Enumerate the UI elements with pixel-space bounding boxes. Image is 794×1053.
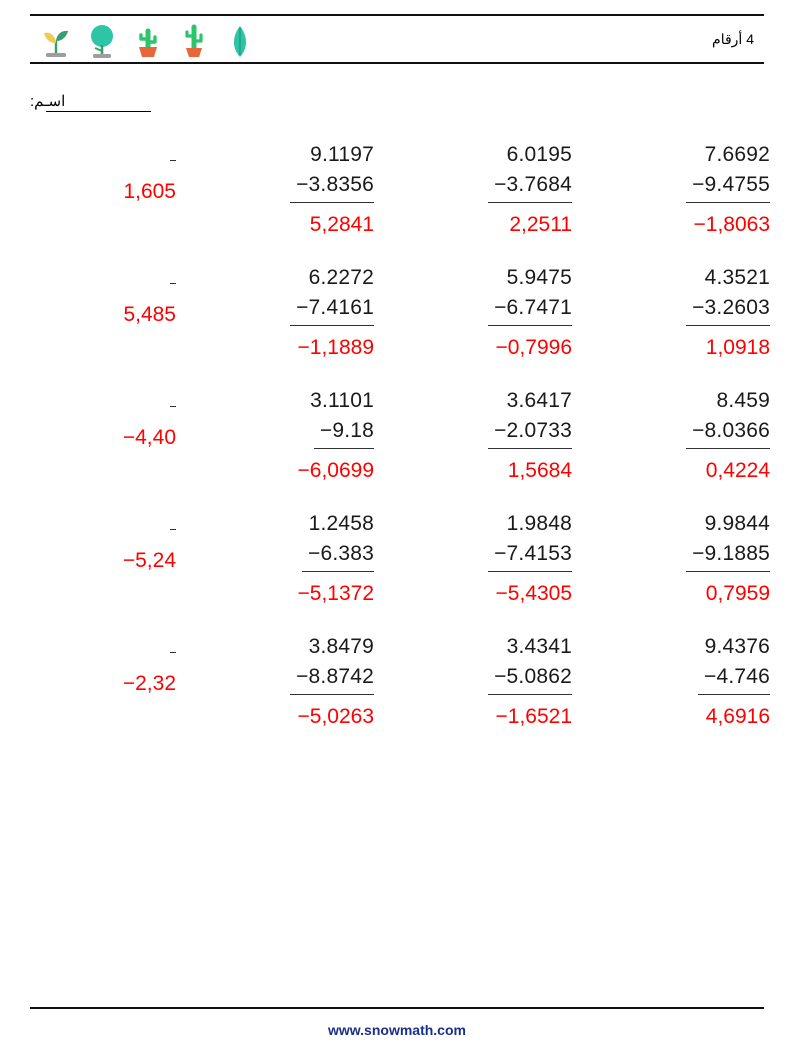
operands — [0, 386, 176, 416]
operands — [594, 632, 770, 695]
page-footer — [30, 1007, 764, 1051]
problem-row — [0, 386, 794, 509]
problem-cell — [0, 386, 198, 509]
operands — [0, 632, 176, 662]
operand-top: 3.8479 — [308, 635, 374, 658]
answer: 1,605 — [123, 180, 176, 203]
problem-cell — [0, 140, 198, 263]
problem-cell — [594, 632, 792, 755]
answer: 5,2841 — [309, 213, 374, 236]
operands — [198, 263, 374, 326]
name-input[interactable] — [46, 111, 151, 112]
operand-top: 3.6417 — [506, 389, 572, 412]
cactus-tall-icon — [174, 21, 214, 61]
leaf-icon — [220, 21, 260, 61]
header-icon-group — [30, 17, 260, 61]
answer: −5,1372 — [297, 582, 374, 605]
operands — [594, 386, 770, 449]
problem-row — [0, 509, 794, 632]
answer: 0,7959 — [705, 582, 770, 605]
operand-bottom: −9.4755 — [686, 170, 770, 203]
answer: −1,1889 — [297, 336, 374, 359]
operand-top: 6.2272 — [308, 266, 374, 289]
operands — [594, 509, 770, 572]
operand-top: 7.6692 — [704, 143, 770, 166]
operand-bottom — [170, 650, 176, 653]
operand-bottom — [170, 527, 176, 530]
problem-row — [0, 140, 794, 263]
operand-top: 6.0195 — [506, 143, 572, 166]
operands — [396, 509, 572, 572]
operand-top: 4.3521 — [704, 266, 770, 289]
answer: −5,0263 — [297, 705, 374, 728]
operand-bottom: −5.0862 — [488, 662, 572, 695]
answer: −1,8063 — [693, 213, 770, 236]
name-label: اسـم: — [30, 93, 66, 110]
operands — [396, 632, 572, 695]
problem-cell — [198, 509, 396, 632]
operand-bottom: −7.4153 — [488, 539, 572, 572]
answer: −1,6521 — [495, 705, 572, 728]
problem-grid — [0, 140, 794, 755]
answer: −5,24 — [122, 549, 176, 572]
answer: 2,2511 — [509, 213, 572, 236]
problem-row — [0, 632, 794, 755]
website-link[interactable]: www.snowmath.com — [328, 1022, 466, 1038]
answer: 1,0918 — [705, 336, 770, 359]
operand-bottom: −4.746 — [698, 662, 770, 695]
answer: 0,4224 — [705, 459, 770, 482]
problem-cell — [594, 509, 792, 632]
operands — [0, 263, 176, 293]
operand-bottom: −3.7684 — [488, 170, 572, 203]
operand-bottom: −6.7471 — [488, 293, 572, 326]
problem-cell — [396, 263, 594, 386]
operand-top: 5.9475 — [506, 266, 572, 289]
answer: 5,485 — [123, 303, 176, 326]
operands — [396, 263, 572, 326]
problem-cell — [396, 509, 594, 632]
answer: −5,4305 — [495, 582, 572, 605]
operand-top: 9.4376 — [704, 635, 770, 658]
operand-bottom: −9.1885 — [686, 539, 770, 572]
page-header — [30, 14, 764, 64]
operand-bottom: −7.4161 — [290, 293, 374, 326]
operand-bottom: −8.8742 — [290, 662, 374, 695]
answer: −2,32 — [122, 672, 176, 695]
operand-bottom: −8.0366 — [686, 416, 770, 449]
answer: −0,7996 — [495, 336, 572, 359]
operands — [0, 140, 176, 170]
problem-cell — [396, 386, 594, 509]
operands — [0, 509, 176, 539]
name-row — [30, 92, 794, 114]
sprout-icon — [36, 21, 76, 61]
operand-bottom: −2.0733 — [488, 416, 572, 449]
operands — [198, 632, 374, 695]
operands — [198, 509, 374, 572]
problem-cell — [594, 140, 792, 263]
operand-top: 1.2458 — [308, 512, 374, 535]
operand-bottom: −3.8356 — [290, 170, 374, 203]
problem-cell — [198, 632, 396, 755]
operand-bottom: −9.18 — [314, 416, 374, 449]
problem-cell — [0, 632, 198, 755]
page-title: 4 أرقام — [712, 30, 754, 47]
operand-bottom: −6.383 — [302, 539, 374, 572]
operand-top: 9.1197 — [310, 143, 374, 166]
problem-cell — [198, 386, 396, 509]
operands — [594, 140, 770, 203]
answer: 1,5684 — [507, 459, 572, 482]
operand-bottom — [170, 281, 176, 284]
problem-cell — [0, 509, 198, 632]
operand-bottom: −3.2603 — [686, 293, 770, 326]
operand-bottom — [170, 158, 176, 161]
answer: −6,0699 — [297, 459, 374, 482]
answer: −4,40 — [122, 426, 176, 449]
operand-top: 8.459 — [716, 389, 770, 412]
operands — [198, 386, 374, 449]
problem-cell — [198, 140, 396, 263]
tree-icon — [82, 21, 122, 61]
problem-cell — [0, 263, 198, 386]
problem-row — [0, 263, 794, 386]
operands — [396, 140, 572, 203]
operand-top: 9.9844 — [704, 512, 770, 535]
problem-cell — [594, 263, 792, 386]
operand-top: 3.1101 — [310, 389, 374, 412]
operand-top: 3.4341 — [506, 635, 572, 658]
answer: 4,6916 — [705, 705, 770, 728]
problem-cell — [198, 263, 396, 386]
problem-cell — [396, 140, 594, 263]
operands — [594, 263, 770, 326]
operand-top: 1.9848 — [506, 512, 572, 535]
problem-cell — [396, 632, 594, 755]
problem-cell — [594, 386, 792, 509]
cactus-pot-icon — [128, 21, 168, 61]
operands — [198, 140, 374, 203]
operands — [396, 386, 572, 449]
operand-bottom — [170, 404, 176, 407]
